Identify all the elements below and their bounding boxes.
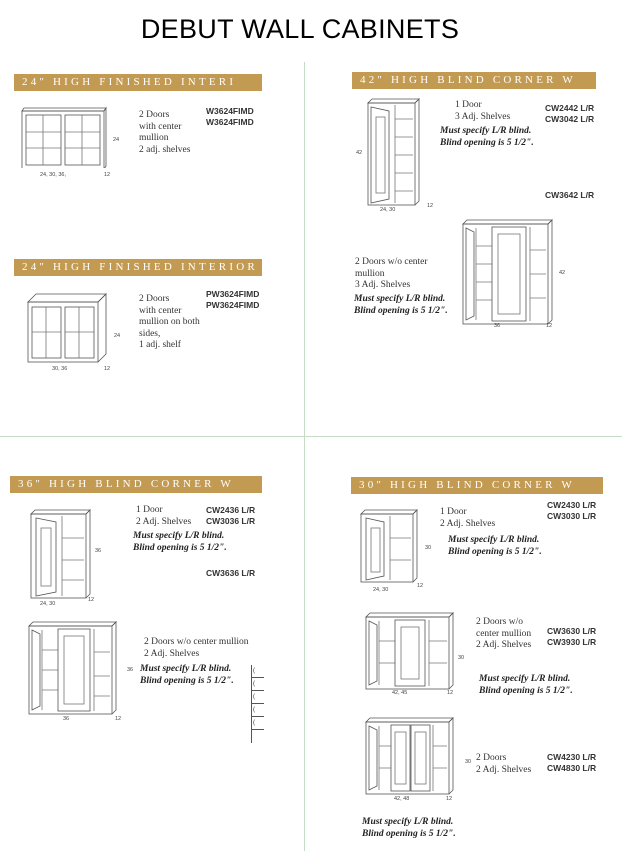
cabinet-drawing-cw2430 [358, 508, 420, 584]
quadrant-divider-vertical [304, 62, 305, 851]
blind-note: Must specify L/R blind. Blind opening is 5 1/2". [354, 294, 448, 316]
cabinet-drawing-cw4230 [363, 716, 459, 796]
dim-height: 36 [95, 548, 102, 554]
cabinet-drawing-cw3642 [460, 218, 558, 326]
section-banner: 24" HIGH FINISHED INTERIOR [14, 259, 262, 276]
dim-height: 42 [356, 150, 363, 156]
cabinet-codes: CW3636 L/R [206, 568, 256, 578]
dim-width: 24, 30 [40, 601, 56, 607]
cabinet-description: 2 Doors w/o center mullion 2 Adj. Shelves [476, 617, 532, 650]
blind-note: Must specify L/R blind. Blind opening is 5 1/2". [133, 531, 227, 553]
dim-height: 42 [559, 270, 566, 276]
dim-width: 36 [63, 716, 70, 722]
cabinet-codes: CW4230 L/R CW4830 L/R [547, 752, 597, 773]
section-banner: 42" HIGH BLIND CORNER W [352, 72, 596, 89]
cabinet-description: 1 Door 3 Adj. Shelves [455, 100, 511, 122]
cabinet-description: 1 Door 2 Adj. Shelves [440, 507, 496, 529]
section-banner: 36" HIGH BLIND CORNER W [10, 476, 262, 493]
dim-width: 30, 36 [52, 366, 68, 372]
cabinet-description: 2 Doors with center mullion 2 adj. shelves [139, 110, 191, 155]
dim-depth: 12 [104, 172, 111, 178]
dim-height: 30 [425, 545, 432, 551]
cabinet-description: 2 Doors with center mullion on both sides, 1 adj. shelf [139, 294, 200, 350]
cabinet-codes: CW2436 L/R CW3036 L/R [206, 505, 256, 526]
dim-depth: 12 [546, 323, 553, 329]
cabinet-description: 1 Door 2 Adj. Shelves [136, 505, 192, 527]
cabinet-codes: CW2442 L/R CW3042 L/R [545, 103, 595, 124]
cabinet-drawing-cw2442 [365, 97, 423, 207]
section-banner: 30" HIGH BLIND CORNER W [351, 477, 603, 494]
cabinet-drawing-cw2436 [28, 508, 94, 600]
dim-height: 24 [114, 333, 121, 339]
cabinet-drawing-cw3630 [363, 611, 459, 691]
dim-width: 24, 30 [373, 587, 389, 593]
page-title: DEBUT WALL CABINETS [140, 14, 460, 44]
dim-height: 30 [465, 759, 472, 765]
cabinet-description: 2 Doors w/o center mullion 3 Adj. Shelves [355, 257, 428, 290]
dim-depth: 12 [427, 203, 434, 209]
dim-width: 24, 30, 36, [40, 172, 66, 178]
side-table-fragment: ( ( ( ( ( [251, 665, 264, 743]
blind-note: Must specify L/R blind. Blind opening is 5 1/2". [448, 535, 542, 557]
blind-note: Must specify L/R blind. Blind opening is 5 1/2". [140, 664, 234, 686]
quadrant-divider-horizontal [0, 436, 622, 437]
dim-depth: 12 [447, 690, 454, 696]
cabinet-codes: CW3642 L/R [545, 190, 595, 200]
cabinet-description: 2 Doors 2 Adj. Shelves [476, 753, 532, 775]
blind-note: Must specify L/R blind. Blind opening is 5 1/2". [479, 674, 573, 696]
dim-width: 42, 45 [392, 690, 408, 696]
cabinet-codes: CW2430 L/R CW3030 L/R [547, 500, 597, 521]
dim-depth: 12 [104, 366, 111, 372]
cabinet-drawing-pw3624fimd [24, 292, 108, 364]
dim-depth: 12 [446, 796, 453, 802]
dim-height: 24 [113, 137, 120, 143]
cabinet-codes: W3624FIMD W3624FIMD [206, 106, 254, 127]
dim-depth: 12 [88, 597, 95, 603]
cabinet-drawing-cw3636 [26, 620, 122, 716]
dim-width: 36 [494, 323, 501, 329]
cabinet-codes: PW3624FIMD PW3624FIMD [206, 289, 260, 310]
cabinet-drawing-w3624fimd [20, 106, 110, 168]
dim-depth: 12 [417, 583, 424, 589]
section-banner: 24" HIGH FINISHED INTERI [14, 74, 262, 91]
blind-note: Must specify L/R blind. Blind opening is 5 1/2". [440, 126, 534, 148]
dim-width: 24, 30 [380, 207, 396, 213]
dim-depth: 12 [115, 716, 122, 722]
dim-height: 36 [127, 667, 134, 673]
dim-width: 42, 48 [394, 796, 410, 802]
dim-height: 30 [458, 655, 465, 661]
blind-note: Must specify L/R blind. Blind opening is 5 1/2". [362, 817, 456, 839]
cabinet-codes: CW3630 L/R CW3930 L/R [547, 626, 597, 647]
cabinet-description: 2 Doors w/o center mullion 2 Adj. Shelves [144, 637, 249, 659]
